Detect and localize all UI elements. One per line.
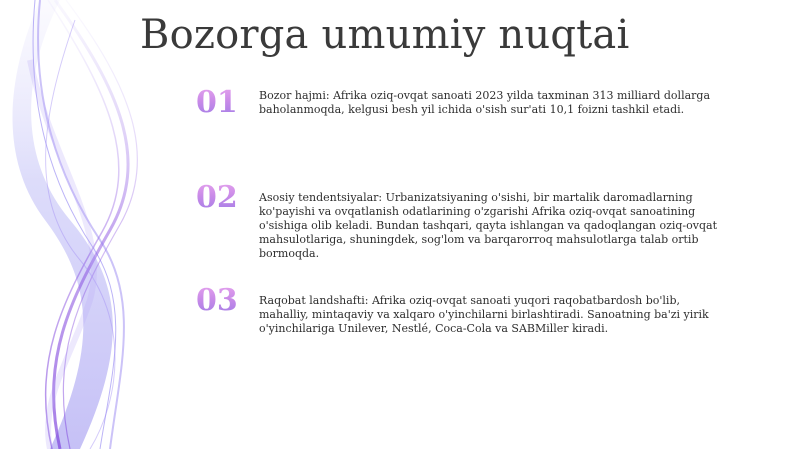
item-text: Bozor hajmi: Afrika oziq-ovqat sanoati 2023 yilda taxminan 313 milliard dollarga baholanmoqda, kelgusi besh yil ichida o'sish sur'ati 10,1 foizni tashkil etadi. (259, 89, 711, 116)
slide-title: Bozorga umumiy nuqtai (140, 12, 630, 58)
item-number: 01 (196, 85, 238, 120)
decorative-wave-ribbon (0, 0, 200, 449)
item-number: 03 (196, 283, 238, 318)
item-text: Asosiy tendentsiyalar: Urbanizatsiyaning o'sishi, bir martalik daromadlarning ko'payishi va ovqatlanish odatlarining o'zgarishi Afrika oziq-ovqat sanoatining o'sishiga olib keladi. Bundan tashqari, qayta ishlangan va qadoqlangan oziq-ovqat mahsulotlariga, shuningdek, sog'lom va barqarorroq mahsulotlarga talab ortib bormoqda. (259, 191, 718, 260)
item-text: Raqobat landshafti: Afrika oziq-ovqat sanoati yuqori raqobatbardosh bo'lib, mahalliy, mintaqaviy va xalqaro o'yinchilarni birlashtiradi. Sanoatning ba'zi yirik o'yinchilariga Unilever, Nestlé, Coca-Cola va SABMiller kiradi. (259, 294, 709, 335)
item-number: 02 (196, 180, 238, 215)
